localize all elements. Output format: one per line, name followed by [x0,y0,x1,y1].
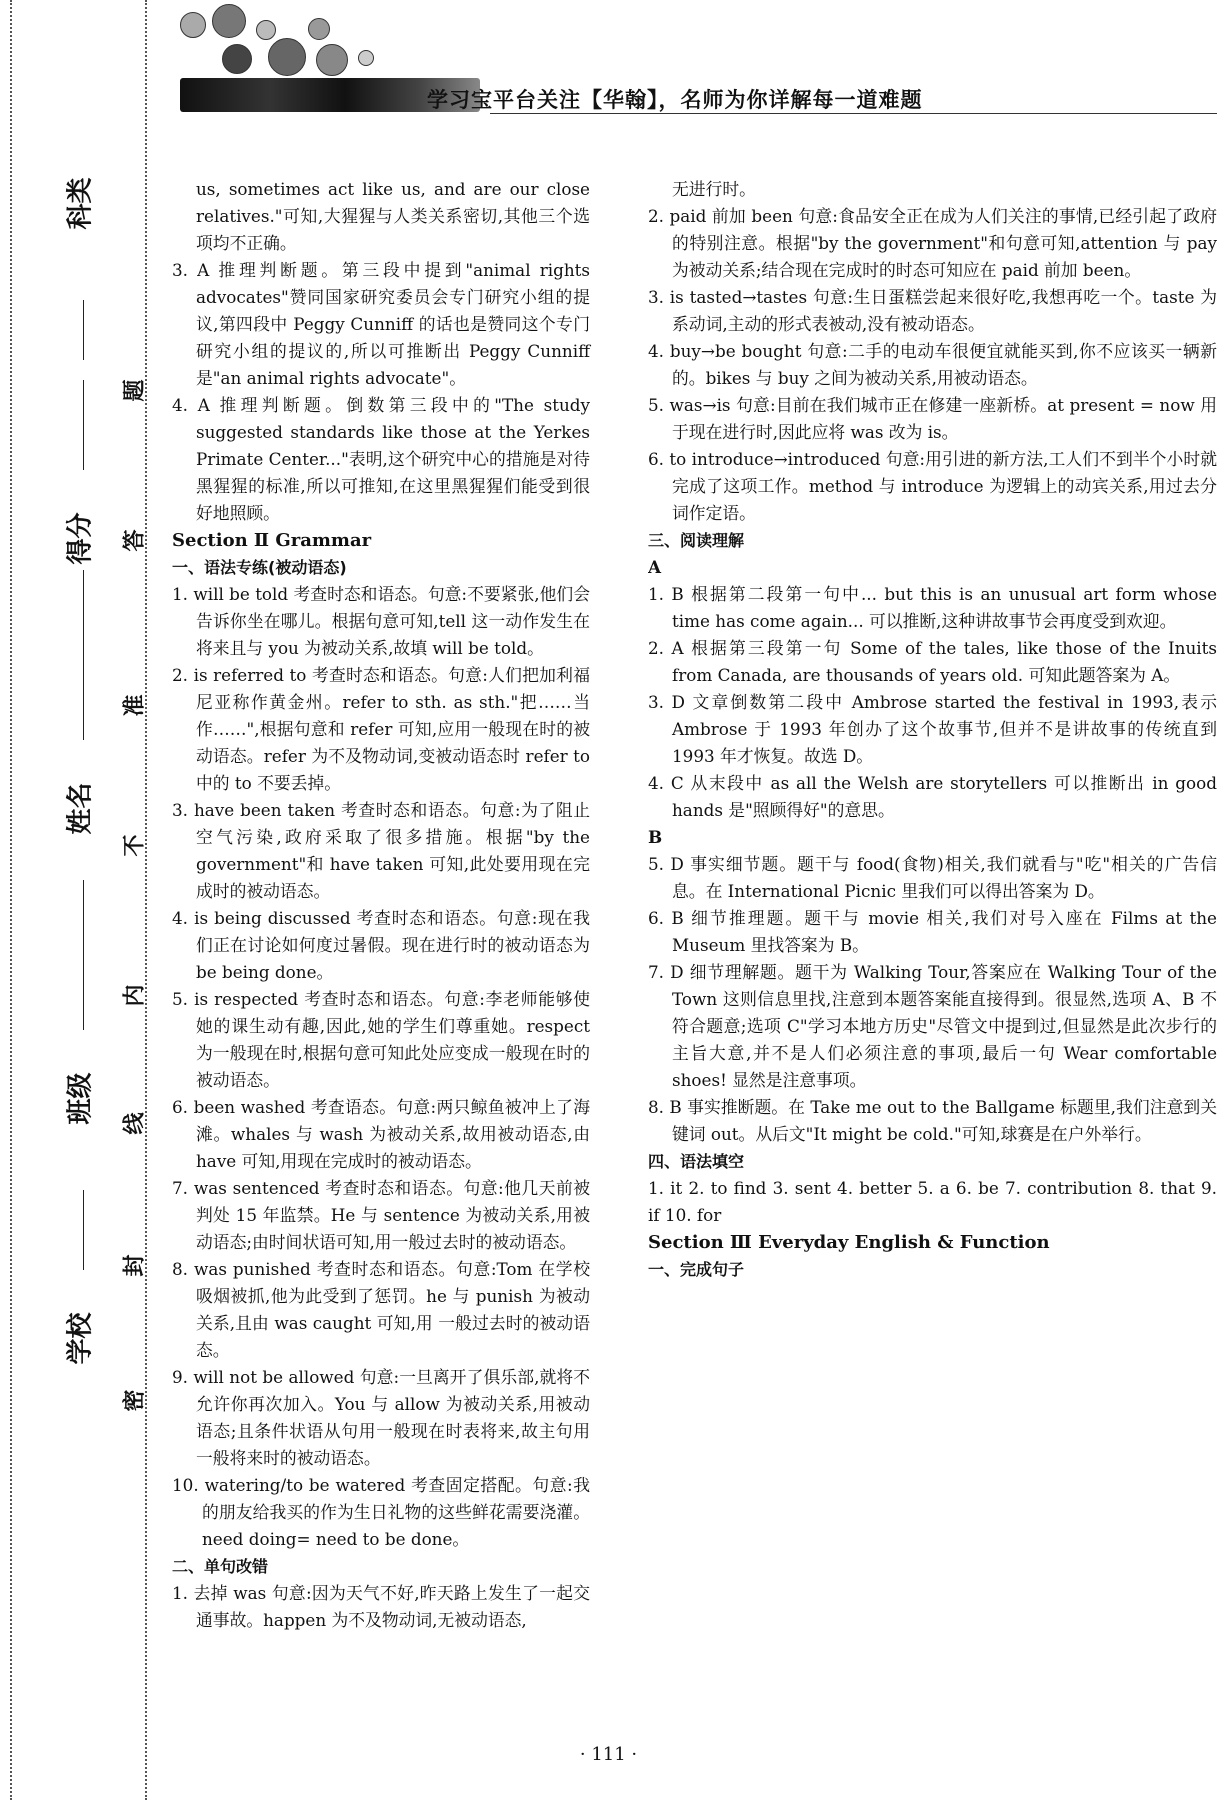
page-header [160,0,1217,125]
field-line-score [83,380,84,470]
subsection-heading: 二、单句改错 [172,1557,269,1576]
decorative-bubble [222,44,252,74]
field-line-name [83,570,84,740]
answer-item: 5. D 事实细节题。题干与 food(食物)相关,我们就看与"吃"相关的广告信息。在 International Picnic 里我们可以得出答案为 D。 [648,854,1217,901]
answer-item: 7. D 细节理解题。题干为 Walking Tour,答案应在 Walking Tour of the Town 这则信息里找,注意到本题答案能直接得到。很显然,选项 A、B 不符合题意;选项 C"学习本地方历史"尽管文中提到过,但显然是此次步行的主旨大意,并不是人们必须注意的事项,最后一句 Wear comfortable shoes! 显然是注意事项。 [648,962,1217,1090]
answer-item: 4. buy→be bought 句意:二手的电动车很便宜就能买到,你不应该买一辆新的。bikes 与 buy 之间为被动关系,用被动语态。 [648,341,1217,388]
seal-char-feng: 封 [122,1254,148,1277]
binding-dotted-line-inner [145,0,147,1800]
right-column [648,176,1217,1283]
field-line-category [83,300,84,360]
answer-item: 5. was→is 句意:目前在我们城市正在修建一座新桥。at present = now 用于现在进行时,因此应将 was 改为 is。 [648,395,1217,442]
field-category-label: 科类 [65,177,96,230]
passage-letter: B [648,827,663,847]
field-name-label: 姓名 [65,782,96,835]
answer-item: 4. is being discussed 考查时态和语态。句意:现在我们正在讨论如何度过暑假。现在进行时的被动语态为 be being done。 [172,908,590,982]
section-title: Section Ⅱ Grammar [172,530,372,551]
answer-item: 4. C 从末段中 as all the Welsh are storytellers 可以推断出 in good hands 是"照顾得好"的意思。 [648,773,1217,820]
decorative-bubble [316,44,348,76]
answer-item: 9. will not be allowed 句意:一旦离开了俱乐部,就将不允许你再次加入。You 与 allow 为被动关系,用被动语态;且条件状语从句用一般现在时表将来,故主句用一般将来时的被动语态。 [172,1367,590,1468]
answer-item: 2. is referred to 考查时态和语态。句意:人们把加利福尼亚称作黄金州。refer to sth. as sth."把……当作……",根据句意和 refer 可知,应用一般现在时的被动语态。refer 为不及物动词,变被动语态时 refer to 中的 to 不要丢掉。 [172,665,590,793]
answer-line: 1. it 2. to find 3. sent 4. better 5. a 6. be 7. contribution 8. that 9. if 10. for [648,1178,1217,1225]
decorative-bubble [212,4,246,38]
subsection-heading: 三、阅读理解 [648,531,745,550]
seal-char-xian: 线 [122,1112,148,1135]
answer-item: 1. will be told 考查时态和语态。句意:不要紧张,他们会告诉你坐在哪儿。根据句意可知,tell 这一动作发生在将来且与 you 为被动关系,故填 will be told。 [172,584,590,658]
field-school-label: 学校 [65,1312,96,1365]
section-title: Section Ⅲ Everyday English & Function [648,1232,1050,1253]
answer-item: 8. was punished 考查时态和语态。句意:Tom 在学校吸烟被抓,他为此受到了惩罚。he 与 punish 为被动关系,且由 was caught 可知,用 一般过去时的被动语态。 [172,1259,590,1360]
subsection-heading: 四、语法填空 [648,1152,745,1171]
answer-item: 3. have been taken 考查时态和语态。句意:为了阻止空气污染,政府采取了很多措施。根据"by the government"和 have taken 可知,此处要用现在完成时的被动语态。 [172,800,590,901]
answer-item: 8. B 事实推断题。在 Take me out to the Ballgame 标题里,我们注意到关键词 out。从后文"It might be cold."可知,球赛是在户外举行。 [648,1097,1217,1144]
decorative-bubble [268,38,306,76]
field-line-class [83,880,84,1030]
field-class-label: 班级 [65,1072,96,1125]
seal-char-bu: 不 [122,834,148,857]
decorative-bubble [180,12,206,38]
left-column [172,176,590,1634]
answer-item: 6. to introduce→introduced 句意:用引进的新方法,工人们不到半个小时就完成了这项工作。method 与 introduce 为逻辑上的动宾关系,用过去分词作定语。 [648,449,1217,523]
subsection-heading: 一、完成句子 [648,1260,745,1279]
answer-item: 6. been washed 考查语态。句意:两只鲸鱼被冲上了海滩。whales 与 wash 为被动关系,故用被动语态,由 have 可知,用现在完成时的被动语态。 [172,1097,590,1171]
seal-char-zhun: 准 [122,694,148,717]
continued-text: 无进行时。 [672,179,756,199]
decorative-bubble [358,50,374,66]
answer-item: 3. is tasted→tastes 句意:生日蛋糕尝起来很好吃,我想再吃一个。taste 为系动词,主动的形式表被动,没有被动语态。 [648,287,1217,334]
continued-text: us, sometimes act like us, and are our close relatives."可知,大猩猩与人类关系密切,其他三个选项均不正确。 [196,179,590,253]
answer-item: 5. is respected 考查时态和语态。句意:李老师能够使她的课生动有趣,因此,她的学生们尊重她。respect 为一般现在时,根据句意可知此处应变成一般现在时的被动语态。 [172,989,590,1090]
field-line-school [83,1190,84,1270]
answer-item: 1. 去掉 was 句意:因为天气不好,昨天路上发生了一起交通事故。happen 为不及物动词,无被动语态, [172,1583,590,1630]
seal-char-mi: 密 [122,1389,148,1412]
decorative-bubble [256,20,276,40]
answer-item: 7. was sentenced 考查时态和语态。句意:他几天前被判处 15 年监禁。He 与 sentence 为被动关系,用被动语态;由时间状语可知,用一般过去时的被动语态。 [172,1178,590,1252]
answer-item: 3. D 文章倒数第二段中 Ambrose started the festival in 1993,表示 Ambrose 于 1993 年创办了这个故事节,但并不是讲故事的传统直到 1993 年才恢复。故选 D。 [648,692,1217,766]
page-number: · 111 · [579,1744,638,1765]
binding-dotted-line-outer [10,0,12,1800]
header-rule [490,113,1217,114]
passage-letter: A [648,557,662,577]
subsection-heading: 一、语法专练(被动语态) [172,558,347,577]
answer-item: 4. A 推理判断题。倒数第三段中的"The study suggested standards like those at the Yerkes Primate Center..."表明,这个研究中心的措施是对待黑猩猩的标准,所以可推知,在这里黑猩猩们能受到很好地照顾。 [172,395,590,523]
seal-char-nei: 内 [122,984,148,1007]
answer-item: 2. A 根据第三段第一句 Some of the tales, like those of the Inuits from Canada, are thousands of years old. 可知此题答案为 A。 [648,638,1217,685]
seal-char-ti: 题 [122,379,148,402]
answer-item: 3. A 推理判断题。第三段中提到"animal rights advocates"赞同国家研究委员会专门研究小组的提议,第四段中 Peggy Cunniff 的话也是赞同这个专门研究小组的提议的,所以可推断出 Peggy Cunniff 是"an animal rights advocate"。 [172,260,590,388]
seal-char-da: 答 [122,529,148,552]
answer-item: 10. watering/to be watered 考查固定搭配。句意:我的朋友给我买的作为生日礼物的这些鲜花需要浇灌。need doing= need to be done。 [172,1475,590,1549]
field-score-label: 得分 [65,512,96,565]
answer-item: 6. B 细节推理题。题干与 movie 相关,我们对号入座在 Films at the Museum 里找答案为 B。 [648,908,1217,955]
answer-item: 2. paid 前加 been 句意:食品安全正在成为人们关注的事情,已经引起了政府的特别注意。根据"by the government"和句意可知,attention 与 pay 为被动关系;结合现在完成时的时态可知应在 paid 前加 been。 [648,206,1217,280]
decorative-bubble [308,18,330,40]
answer-item: 1. B 根据第二段第一句中... but this is an unusual art form whose time has come again... 可以推断,这种讲故事节会再度受到欢迎。 [648,584,1217,631]
header-slogan: 学习宝平台关注【华翰】，名师为你详解每一道难题 [427,88,923,112]
